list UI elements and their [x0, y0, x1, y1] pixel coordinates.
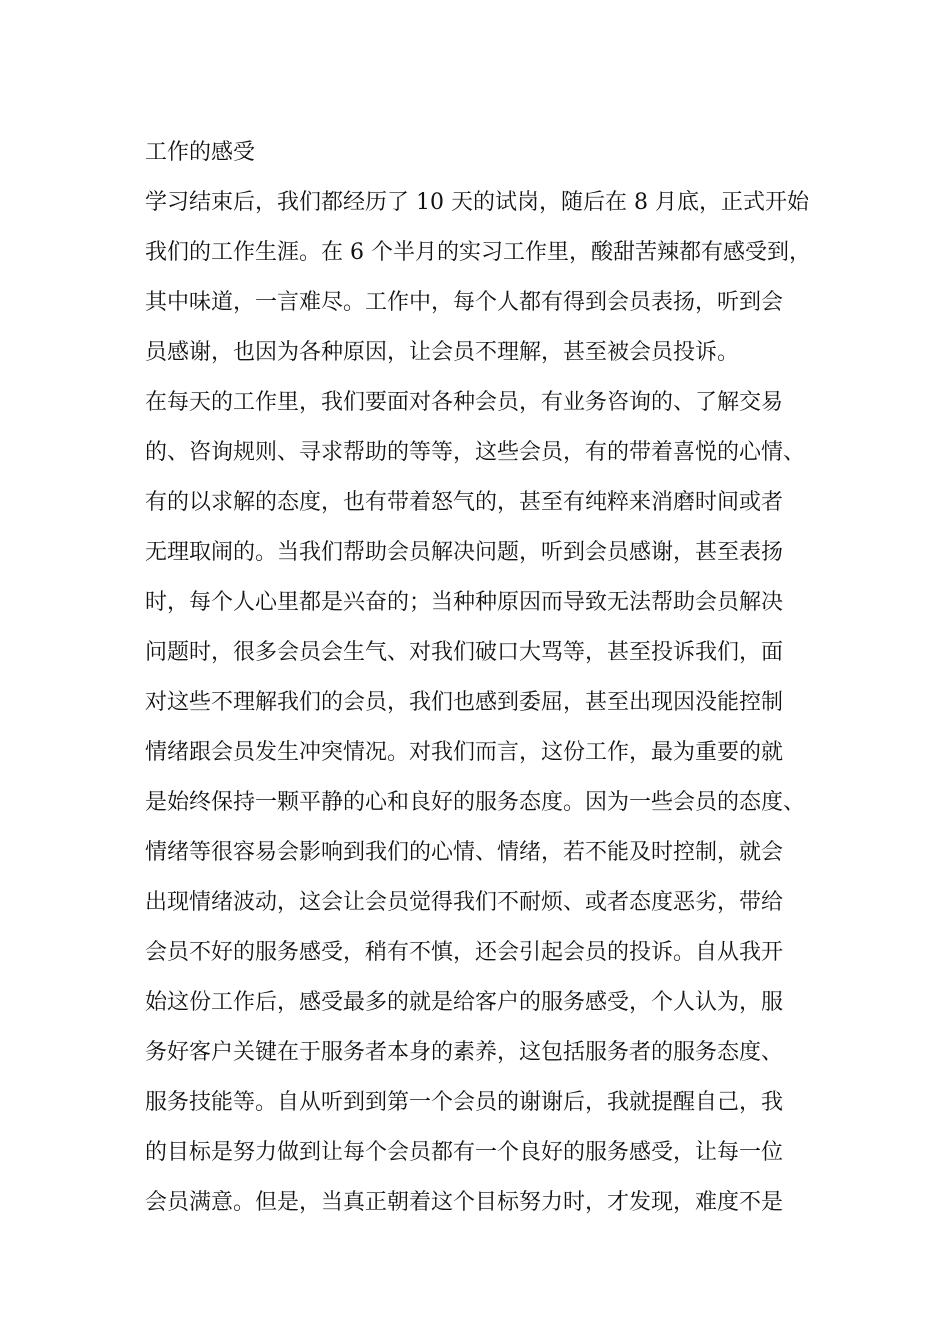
- text-line: 务好客户关键在于服务者本身的素养，这包括服务者的服务态度、: [145, 1040, 784, 1065]
- document-title: 工作的感受: [145, 140, 256, 165]
- text-line: 我们的工作生涯。在 6 个半月的实习工作里，酸甜苦辣都有感受到，: [145, 240, 811, 265]
- text-line: 在每天的工作里，我们要面对各种会员，有业务咨询的、了解交易: [145, 390, 784, 415]
- text-line: 学习结束后，我们都经历了 10 天的试岗，随后在 8 月底，正式开始: [145, 190, 809, 215]
- text-line: 是始终保持一颗平静的心和良好的服务态度。因为一些会员的态度、: [145, 790, 806, 815]
- text-line: 出现情绪波动，这会让会员觉得我们不耐烦、或者态度恶劣，带给: [145, 890, 784, 915]
- text-line: 有的以求解的态度，也有带着怒气的，甚至有纯粹来消磨时间或者: [145, 490, 784, 515]
- text-line: 的、咨询规则、寻求帮助的等等，这些会员，有的带着喜悦的心情、: [145, 440, 806, 465]
- text-line: 始这份工作后，感受最多的就是给客户的服务感受，个人认为，服: [145, 990, 784, 1015]
- text-line: 情绪跟会员发生冲突情况。对我们而言，这份工作，最为重要的就: [145, 740, 784, 765]
- text-line: 其中味道，一言难尽。工作中，每个人都有得到会员表扬，听到会: [145, 290, 784, 315]
- text-line: 问题时，很多会员会生气、对我们破口大骂等，甚至投诉我们，面: [145, 640, 784, 665]
- text-line: 会员不好的服务感受，稍有不慎，还会引起会员的投诉。自从我开: [145, 940, 784, 965]
- document-body: [145, 128, 835, 1228]
- text-line: 时，每个人心里都是兴奋的；当种种原因而导致无法帮助会员解决: [145, 590, 784, 615]
- text-line: 无理取闹的。当我们帮助会员解决问题，听到会员感谢，甚至表扬: [145, 540, 784, 565]
- text-line: 情绪等很容易会影响到我们的心情、情绪，若不能及时控制，就会: [145, 840, 784, 865]
- text-line: 服务技能等。自从听到到第一个会员的谢谢后，我就提醒自己，我: [145, 1090, 784, 1115]
- text-line: 对这些不理解我们的会员，我们也感到委屈，甚至出现因没能控制: [145, 690, 784, 715]
- text-line: 的目标是努力做到让每个会员都有一个良好的服务感受，让每一位: [145, 1140, 784, 1165]
- text-line: 员感谢，也因为各种原因，让会员不理解，甚至被会员投诉。: [145, 340, 740, 365]
- text-line: 会员满意。但是，当真正朝着这个目标努力时，才发现，难度不是: [145, 1190, 784, 1215]
